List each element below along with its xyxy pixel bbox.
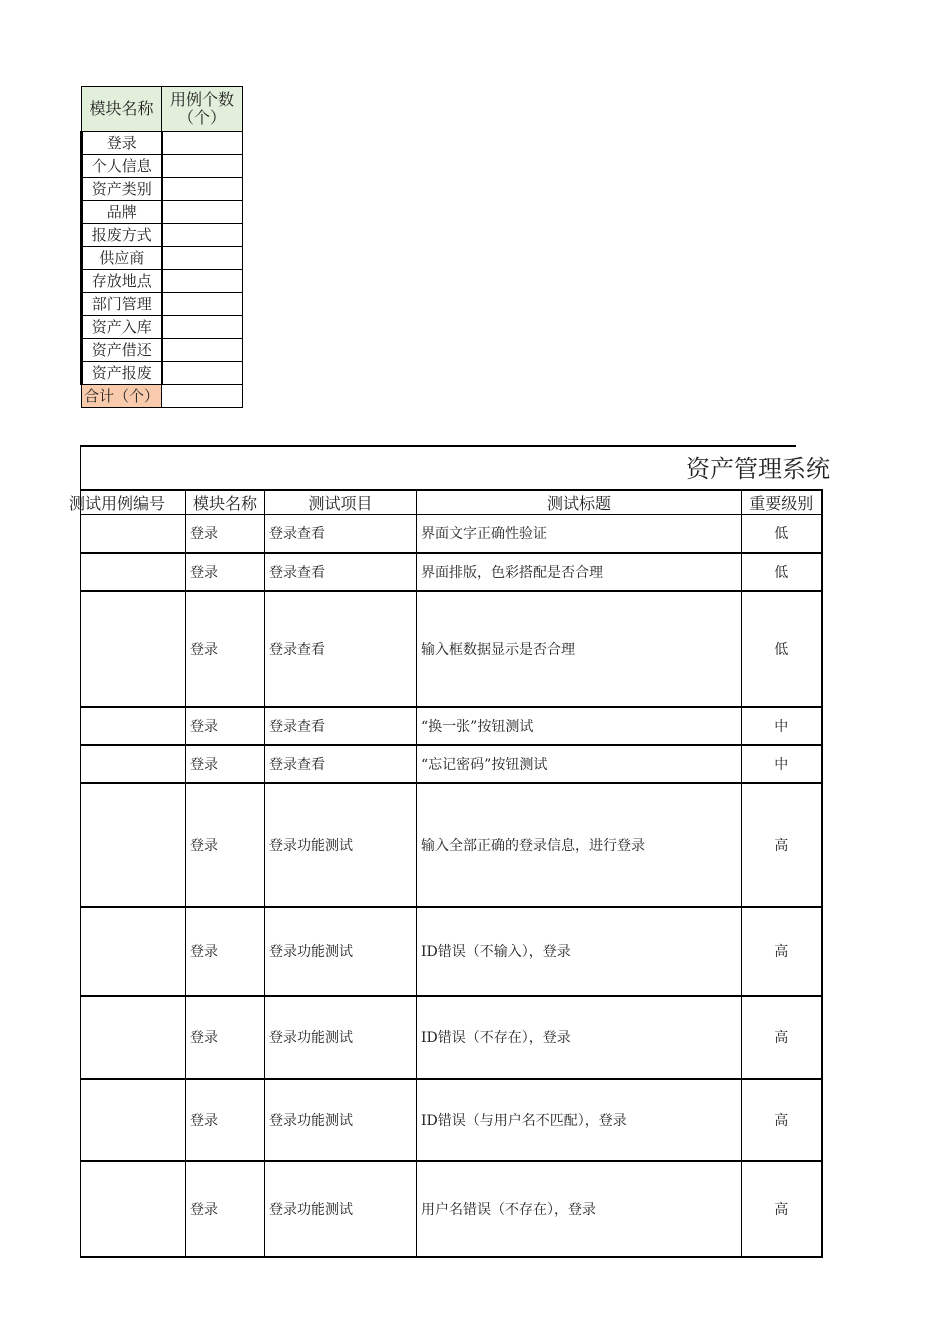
summary-row [82, 293, 243, 316]
test-case-row [81, 745, 822, 783]
test-item-cell[interactable]: 登录功能测试 [265, 907, 417, 996]
test-title-cell[interactable]: 输入全部正确的登录信息，进行登录 [417, 783, 742, 907]
test-item-cell[interactable]: 登录功能测试 [265, 1079, 417, 1161]
header-module: 模块名称 [186, 490, 265, 515]
test-title-cell[interactable]: 界面文字正确性验证 [417, 515, 742, 553]
priority-cell[interactable]: 高 [742, 907, 822, 996]
summary-row [82, 224, 243, 247]
summary-header-count [162, 87, 243, 132]
summary-row [82, 339, 243, 362]
case-id-cell[interactable] [81, 707, 186, 745]
priority-cell[interactable]: 高 [742, 783, 822, 907]
case-id-cell[interactable] [81, 553, 186, 591]
test-case-table [69, 489, 823, 1258]
test-title-cell[interactable]: ID错误（不输入），登录 [417, 907, 742, 996]
case-id-cell[interactable] [81, 1079, 186, 1161]
module-cell[interactable]: 登录 [186, 515, 265, 553]
summary-count-cell[interactable] [162, 316, 243, 339]
summary-row [82, 155, 243, 178]
case-id-cell[interactable] [81, 515, 186, 553]
summary-count-cell[interactable] [162, 247, 243, 270]
summary-row [82, 132, 243, 155]
case-id-cell[interactable] [81, 591, 186, 707]
summary-row [82, 270, 243, 293]
summary-row [82, 316, 243, 339]
priority-cell[interactable]: 中 [742, 707, 822, 745]
test-case-row [81, 591, 822, 707]
header-test-item: 测试项目 [265, 490, 417, 515]
summary-count-cell[interactable] [162, 270, 243, 293]
test-item-cell[interactable]: 登录查看 [265, 591, 417, 707]
test-title-cell[interactable]: ID错误（不存在），登录 [417, 996, 742, 1079]
test-item-cell[interactable]: 登录查看 [265, 515, 417, 553]
test-title-cell[interactable]: 输入框数据显示是否合理 [417, 591, 742, 707]
module-cell[interactable]: 登录 [186, 1079, 265, 1161]
test-title-cell[interactable]: “换一张”按钮测试 [417, 707, 742, 745]
module-cell[interactable]: 登录 [186, 907, 265, 996]
summary-total-row [82, 385, 243, 408]
summary-header-module: 模块名称 [82, 87, 162, 132]
summary-count-cell[interactable] [162, 224, 243, 247]
test-item-cell[interactable]: 登录功能测试 [265, 783, 417, 907]
summary-count-cell[interactable] [162, 362, 243, 385]
summary-count-cell[interactable] [162, 201, 243, 224]
module-cell[interactable]: 登录 [186, 591, 265, 707]
case-id-cell[interactable] [81, 783, 186, 907]
summary-module-cell: 登录 [82, 132, 162, 155]
test-case-row [81, 996, 822, 1079]
summary-module-cell: 存放地点 [82, 270, 162, 293]
priority-cell[interactable]: 低 [742, 553, 822, 591]
summary-module-cell: 资产入库 [82, 316, 162, 339]
summary-count-cell[interactable] [162, 339, 243, 362]
header-case-id-label: 测试用例编号 [69, 494, 166, 513]
priority-cell[interactable]: 高 [742, 1079, 822, 1161]
summary-row [82, 178, 243, 201]
header-test-title: 测试标题 [417, 490, 742, 515]
summary-module-cell: 部门管理 [82, 293, 162, 316]
test-case-row [81, 783, 822, 907]
case-id-cell[interactable] [81, 1161, 186, 1257]
test-case-row [81, 553, 822, 591]
summary-count-cell[interactable] [162, 178, 243, 201]
header-case-id [69, 490, 186, 515]
test-title-cell[interactable]: 界面排版，色彩搭配是否合理 [417, 553, 742, 591]
summary-total-label: 合计（个） [82, 385, 162, 408]
priority-cell[interactable]: 低 [742, 591, 822, 707]
header-priority: 重要级别 [742, 490, 822, 515]
test-item-cell[interactable]: 登录查看 [265, 553, 417, 591]
case-id-cell[interactable] [81, 996, 186, 1079]
summary-row [82, 362, 243, 385]
summary-module-cell: 资产借还 [82, 339, 162, 362]
case-id-cell[interactable] [81, 745, 186, 783]
module-cell[interactable]: 登录 [186, 745, 265, 783]
summary-header-count-line1: 用例个数 [169, 90, 234, 109]
summary-module-cell: 报废方式 [82, 224, 162, 247]
test-case-row [81, 1079, 822, 1161]
priority-cell[interactable]: 高 [742, 1161, 822, 1257]
main-table-title: 资产管理系统 [686, 455, 830, 483]
test-title-cell[interactable]: 用户名错误（不存在），登录 [417, 1161, 742, 1257]
summary-count-cell[interactable] [162, 155, 243, 178]
summary-header-count-line2: （个） [177, 108, 226, 127]
test-case-row [81, 907, 822, 996]
summary-total-count[interactable] [162, 385, 243, 408]
test-case-header-row [81, 490, 822, 515]
summary-module-cell: 资产报废 [82, 362, 162, 385]
summary-module-cell: 资产类别 [82, 178, 162, 201]
summary-module-cell: 品牌 [82, 201, 162, 224]
case-count-summary-table [80, 86, 243, 408]
test-item-cell[interactable]: 登录功能测试 [265, 1161, 417, 1257]
test-item-cell[interactable]: 登录查看 [265, 707, 417, 745]
module-cell[interactable]: 登录 [186, 553, 265, 591]
case-id-cell[interactable] [81, 907, 186, 996]
summary-row [82, 247, 243, 270]
module-cell[interactable]: 登录 [186, 783, 265, 907]
summary-count-cell[interactable] [162, 132, 243, 155]
summary-row [82, 201, 243, 224]
summary-header-row [82, 87, 243, 132]
summary-count-cell[interactable] [162, 293, 243, 316]
test-item-cell[interactable]: 登录查看 [265, 745, 417, 783]
module-cell[interactable]: 登录 [186, 996, 265, 1079]
summary-module-cell: 个人信息 [82, 155, 162, 178]
test-case-row [81, 515, 822, 553]
priority-cell[interactable]: 高 [742, 996, 822, 1079]
test-title-cell[interactable]: “忘记密码”按钮测试 [417, 745, 742, 783]
priority-cell[interactable]: 低 [742, 515, 822, 553]
module-cell[interactable]: 登录 [186, 707, 265, 745]
test-item-cell[interactable]: 登录功能测试 [265, 996, 417, 1079]
summary-module-cell: 供应商 [82, 247, 162, 270]
test-case-row [81, 707, 822, 745]
module-cell[interactable]: 登录 [186, 1161, 265, 1257]
priority-cell[interactable]: 中 [742, 745, 822, 783]
test-case-row [81, 1161, 822, 1257]
test-title-cell[interactable]: ID错误（与用户名不匹配），登录 [417, 1079, 742, 1161]
